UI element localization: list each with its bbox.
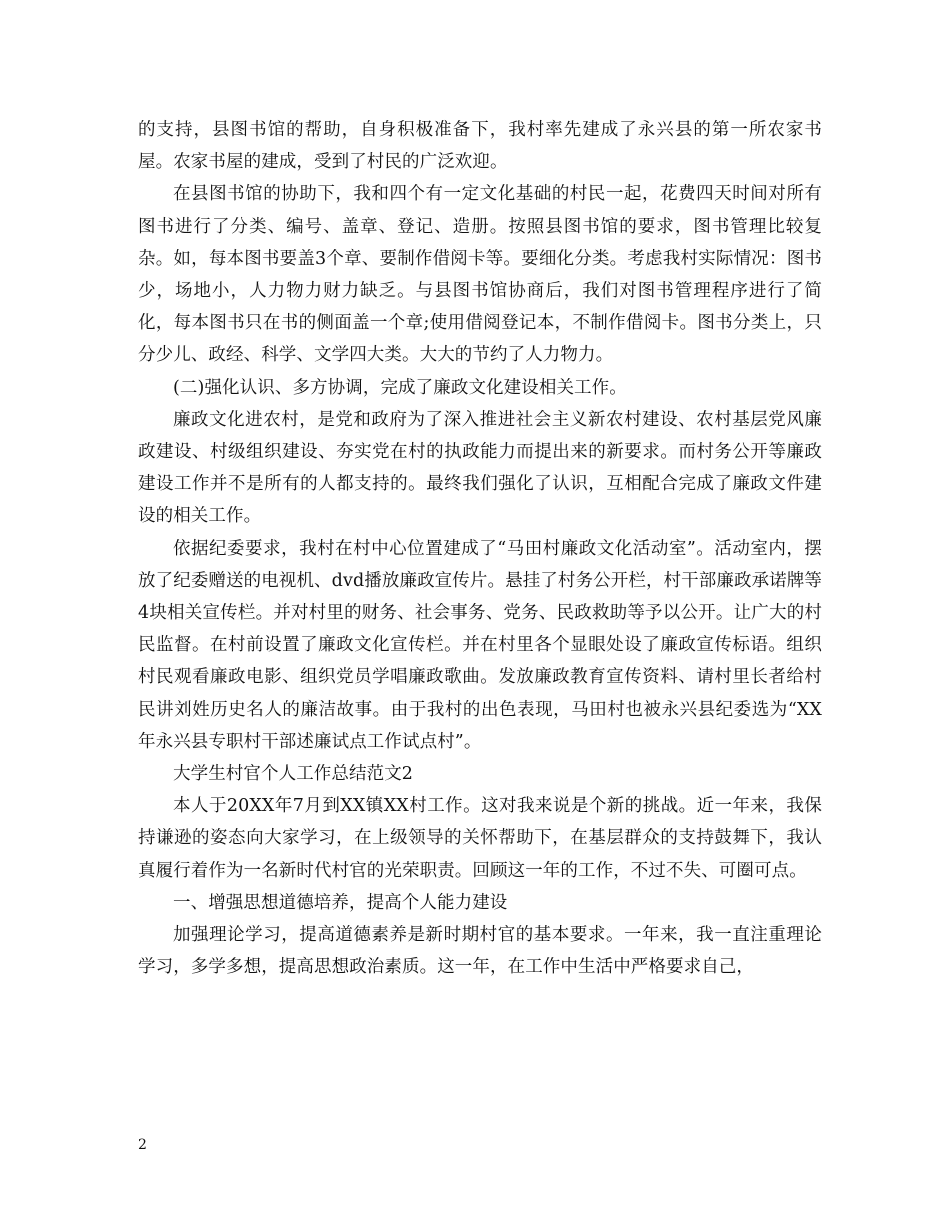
paragraph: 本人于20XX年7月到XX镇XX村工作。这对我来说是个新的挑战。近一年来，我保持谦逊的姿态向大家学习，在上级领导的关怀帮助下，在基层群众的支持鼓舞下，我认真履行着作为一名新时代村官的光荣职责。回顾这一年的工作，不过不失、可圈可点。 <box>138 796 822 881</box>
page-number: 2 <box>138 1137 147 1153</box>
paragraph: 加强理论学习，提高道德素养是新时期村官的基本要求。一年来，我一直注重理论学习，多学多想，提高思想政治素质。这一年，在工作中生活中严格要求自己， <box>138 925 822 978</box>
section-heading: 一、增强思想道德培养，提高个人能力建设 <box>173 892 508 913</box>
section-heading: (二)强化认识、多方协调，完成了廉政文化建设相关工作。 <box>173 377 627 398</box>
paragraph: 廉政文化进农村，是党和政府为了深入推进社会主义新农村建设、农村基层党风廉政建设、村级组织建设、夯实党在村的执政能力而提出来的新要求。而村务公开等廉政建设工作并不是所有的人都支持的。最终我们强化了认识，互相配合完成了廉政文件建设的相关工作。 <box>138 409 822 527</box>
document-body <box>138 114 822 983</box>
paragraph: 在县图书馆的协助下，我和四个有一定文化基础的村民一起，花费四天时间对所有图书进行了分类、编号、盖章、登记、造册。按照县图书馆的要求，图书管理比较复杂。如，每本图书要盖3个章、要制作借阅卡等。要细化分类。考虑我村实际情况：图书少，场地小，人力物力财力缺乏。与县图书馆协商后，我们对图书管理程序进行了简化，每本图书只在书的侧面盖一个章;使用借阅登记本，不制作借阅卡。图书分类上，只分少儿、政经、科学、文学四大类。大大的节约了人力物力。 <box>138 184 822 366</box>
paragraph: 依据纪委要求，我村在村中心位置建成了“马田村廉政文化活动室”。活动室内，摆放了纪委赠送的电视机、dvd播放廉政宣传片。悬挂了村务公开栏，村干部廉政承诺牌等4块相关宣传栏。并对村里的财务、社会事务、党务、民政救助等予以公开。让广大的村民监督。在村前设置了廉政文化宣传栏。并在村里各个显眼处设了廉政宣传标语。组织村民观看廉政电影、组织党员学唱廉政歌曲。发放廉政教育宣传资料、请村里长者给村民讲刘姓历史名人的廉洁故事。由于我村的出色表现，马田村也被永兴县纪委选为“XX年永兴县专职村干部述廉试点工作试点村”。 <box>138 538 822 752</box>
section-title: 大学生村官个人工作总结范文2 <box>173 764 414 785</box>
paragraph: 的支持，县图书馆的帮助，自身积极准备下，我村率先建成了永兴县的第一所农家书屋。农家书屋的建成，受到了村民的广泛欢迎。 <box>138 120 822 173</box>
